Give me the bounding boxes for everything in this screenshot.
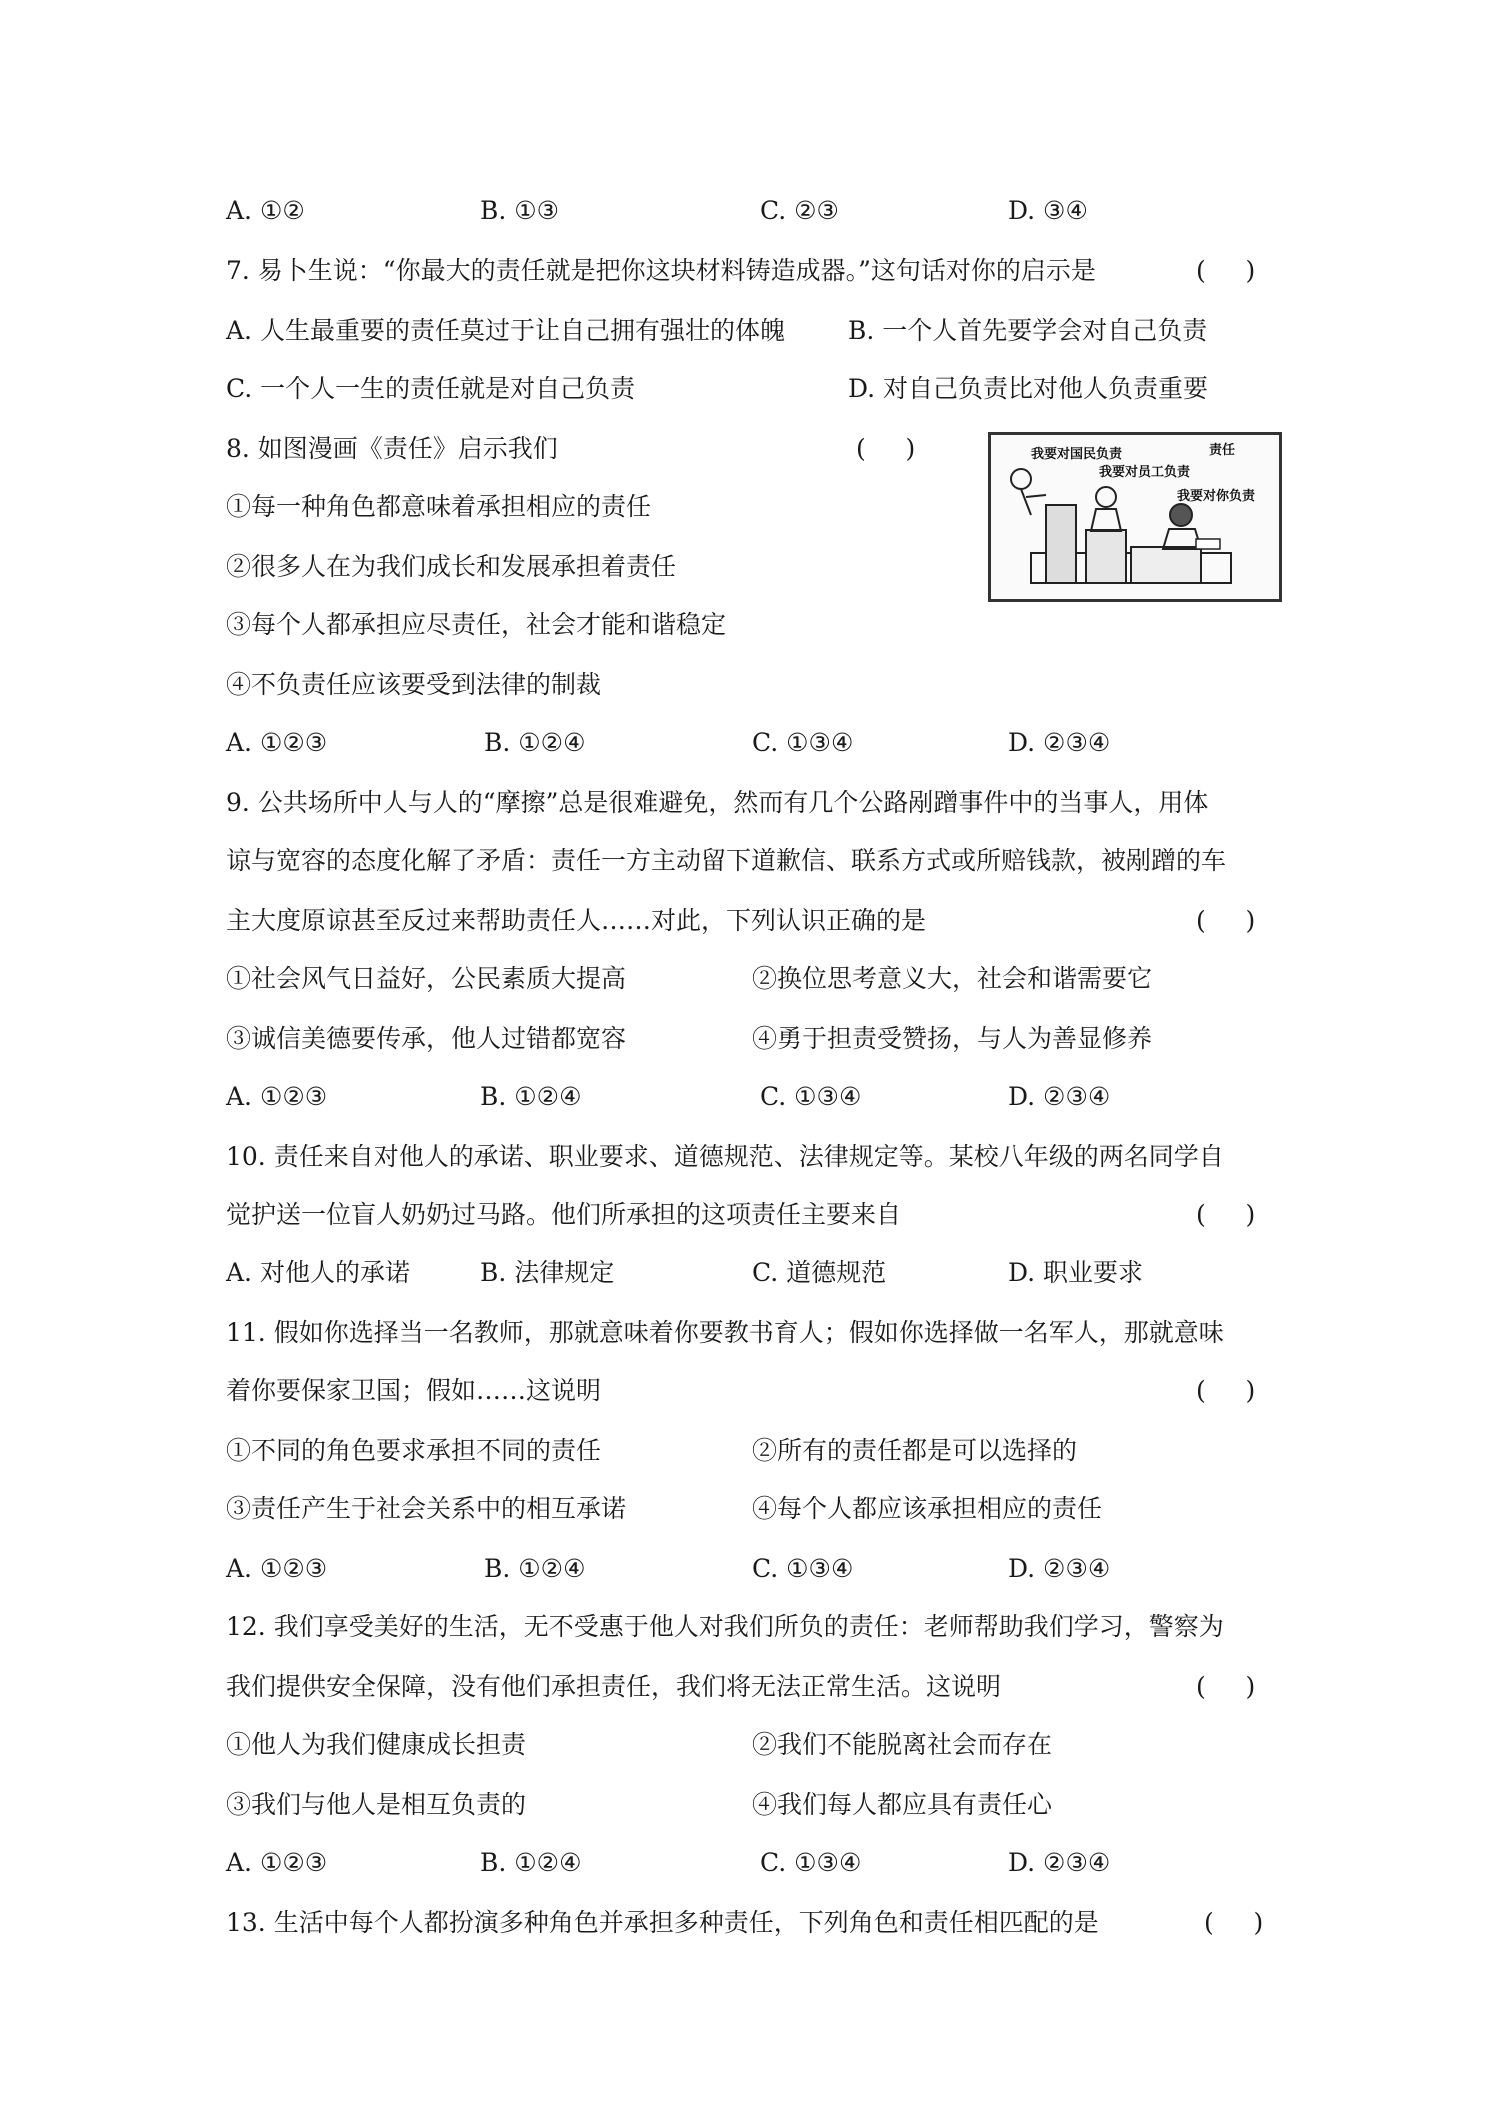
q12-answer-paren: ( ) (1196, 1672, 1256, 1701)
q11-item-2: ②所有的责任都是可以选择的 (752, 1436, 1078, 1465)
q9-item-3: ③诚信美德要传承，他人过错都宽容 (226, 1024, 627, 1053)
q12-option-a: A. ①②③ (226, 1848, 328, 1877)
q8-item-3: ③每个人都承担应尽责任，社会才能和谐稳定 (226, 610, 727, 639)
q11-answer-paren: ( ) (1196, 1376, 1256, 1405)
q11-option-d: D. ②③④ (1008, 1554, 1111, 1583)
q11-stem-line-2: 着你要保家卫国；假如……这说明 (226, 1376, 602, 1405)
q9-stem-line-1: 9. 公共场所中人与人的“摩擦”总是很难避免，然而有几个公路剐蹭事件中的当事人，用体 (226, 788, 1209, 817)
q11-item-4: ④每个人都应该承担相应的责任 (752, 1494, 1103, 1523)
q10-option-c: C. 道德规范 (752, 1258, 887, 1287)
q12-item-1: ①他人为我们健康成长担责 (226, 1730, 527, 1759)
q8-answer-paren: ( ) (856, 434, 916, 463)
q12-item-2: ②我们不能脱离社会而存在 (752, 1730, 1053, 1759)
responsibility-cartoon (988, 432, 1282, 602)
q9-answer-paren: ( ) (1196, 906, 1256, 935)
q8-stem: 8. 如图漫画《责任》启示我们 (226, 434, 558, 463)
q13-stem: 13. 生活中每个人都扮演多种角色并承担多种责任，下列角色和责任相匹配的是 (226, 1908, 1099, 1937)
q9-item-2: ②换位思考意义大，社会和谐需要它 (752, 964, 1153, 993)
q12-item-3: ③我们与他人是相互负责的 (226, 1790, 527, 1819)
cartoon-bubble-3: 我要对你负责 (1177, 489, 1256, 504)
q8-option-d: D. ②③④ (1008, 728, 1111, 757)
q7-option-b: B. 一个人首先要学会对自己负责 (848, 316, 1208, 345)
q10-option-b: B. 法律规定 (480, 1258, 615, 1287)
cartoon-title: 责任 (1209, 443, 1236, 458)
q6-option-b: B. ①③ (480, 196, 560, 225)
q7-stem: 7. 易卜生说：“你最大的责任就是把你这块材料铸造成器。”这句话对你的启示是 (226, 256, 1096, 285)
q12-option-b: B. ①②④ (480, 1848, 582, 1877)
q7-option-d: D. 对自己负责比对他人负责重要 (848, 374, 1209, 403)
q12-stem-line-1: 12. 我们享受美好的生活，无不受惠于他人对我们所负的责任：老师帮助我们学习，警察为 (226, 1612, 1224, 1641)
q6-option-a: A. ①② (226, 196, 305, 225)
cartoon-bubble-2: 我要对员工负责 (1099, 465, 1191, 480)
q9-option-d: D. ②③④ (1008, 1082, 1111, 1111)
q11-option-c: C. ①③④ (752, 1554, 854, 1583)
q13-answer-paren: ( ) (1204, 1908, 1264, 1937)
q9-item-4: ④勇于担责受赞扬，与人为善显修养 (752, 1024, 1153, 1053)
q7-option-a: A. 人生最重要的责任莫过于让自己拥有强壮的体魄 (226, 316, 785, 345)
q10-option-a: A. 对他人的承诺 (226, 1258, 410, 1287)
q10-option-d: D. 职业要求 (1008, 1258, 1144, 1287)
q12-option-c: C. ①③④ (760, 1848, 862, 1877)
q6-option-d: D. ③④ (1008, 196, 1088, 225)
q8-option-b: B. ①②④ (484, 728, 586, 757)
q8-item-1: ①每一种角色都意味着承担相应的责任 (226, 492, 652, 521)
q9-option-c: C. ①③④ (760, 1082, 862, 1111)
q11-item-3: ③责任产生于社会关系中的相互承诺 (226, 1494, 627, 1523)
q12-stem-line-2: 我们提供安全保障，没有他们承担责任，我们将无法正常生活。这说明 (226, 1672, 1002, 1701)
q9-item-1: ①社会风气日益好，公民素质大提高 (226, 964, 627, 993)
q9-option-a: A. ①②③ (226, 1082, 328, 1111)
q9-stem-line-3: 主大度原谅甚至反过来帮助责任人……对此，下列认识正确的是 (226, 906, 927, 935)
q10-stem-line-2: 觉护送一位盲人奶奶过马路。他们所承担的这项责任主要来自 (226, 1200, 902, 1229)
q11-stem-line-1: 11. 假如你选择当一名教师，那就意味着你要教书育人；假如你选择做一名军人，那就意味 (226, 1318, 1224, 1347)
q11-item-1: ①不同的角色要求承担不同的责任 (226, 1436, 602, 1465)
q8-item-2: ②很多人在为我们成长和发展承担着责任 (226, 552, 677, 581)
q8-item-4: ④不负责任应该要受到法律的制裁 (226, 670, 602, 699)
q9-option-b: B. ①②④ (480, 1082, 582, 1111)
q9-stem-line-2: 谅与宽容的态度化解了矛盾：责任一方主动留下道歉信、联系方式或所赔钱款，被剐蹭的车 (226, 846, 1227, 875)
q6-option-c: C. ②③ (760, 196, 839, 225)
q7-answer-paren: ( ) (1196, 256, 1256, 285)
q11-option-b: B. ①②④ (484, 1554, 586, 1583)
q10-answer-paren: ( ) (1196, 1200, 1256, 1229)
cartoon-bubble-1: 我要对国民负责 (1031, 447, 1123, 462)
q7-option-c: C. 一个人一生的责任就是对自己负责 (226, 374, 636, 403)
q11-option-a: A. ①②③ (226, 1554, 328, 1583)
q10-stem-line-1: 10. 责任来自对他人的承诺、职业要求、道德规范、法律规定等。某校八年级的两名同学自 (226, 1142, 1224, 1171)
q8-option-c: C. ①③④ (752, 728, 854, 757)
q12-item-4: ④我们每人都应具有责任心 (752, 1790, 1053, 1819)
q8-option-a: A. ①②③ (226, 728, 328, 757)
q12-option-d: D. ②③④ (1008, 1848, 1111, 1877)
